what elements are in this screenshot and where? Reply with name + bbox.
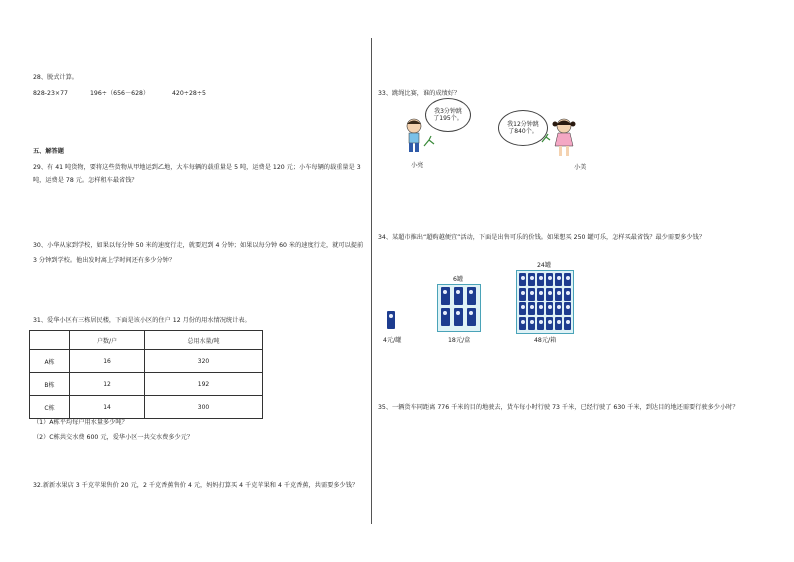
table-cell: 320 — [145, 350, 263, 373]
price-per-case: 48元/箱 — [534, 337, 557, 344]
box24-label: 24罐 — [537, 262, 552, 269]
q28-item-2: 196÷（656－628） — [90, 90, 150, 97]
price-per-box: 18元/盒 — [448, 337, 471, 344]
q31-sub2: （2）C栋共交水费 600 元，爱华小区一共交水费多少元？ — [33, 434, 194, 441]
cola-can-icon — [528, 288, 535, 301]
cola-can-icon — [454, 287, 463, 305]
cola-can-icon — [564, 273, 571, 286]
table-cell: 16 — [69, 350, 144, 373]
cola-can-icon — [546, 273, 553, 286]
q34-text: 34、某超市推出“超购越便宜”活动，下面是出售可乐的价钱。如果想买 250 罐可乐，怎样买最省钱？最少需要多少钱？ — [378, 234, 706, 241]
q28-title: 28、脱式计算。 — [33, 74, 78, 81]
boy-name: 小亮 — [411, 162, 424, 169]
q31-title: 31、爱华小区有三栋居民楼，下面是该小区的住户 12 月份的用水情况统计表。 — [33, 317, 251, 324]
cola-can-icon — [555, 302, 562, 315]
cola-can-icon — [564, 302, 571, 315]
cola-can-icon — [519, 302, 526, 315]
bubble-text: 我3分钟跳了195个。 — [433, 108, 463, 122]
table-cell: 14 — [69, 396, 144, 419]
cola-can-icon — [537, 302, 544, 315]
cola-can-icon — [519, 273, 526, 286]
price-per-can: 4元/罐 — [383, 337, 402, 344]
jump-rope-icon — [423, 132, 435, 144]
speech-bubble-boy — [425, 98, 471, 132]
box6-label: 6罐 — [453, 276, 464, 283]
cola-can-icon — [546, 302, 553, 315]
girl-illustration — [550, 118, 578, 158]
q30-text: 30、小华从家到学校，如果以每分钟 50 米的速度行走，就要迟到 4 分钟；如果以每分钟 60 米的速度行走，就可以提前 3 分钟到学校。他出发时离上学时间还有多少分钟？ — [33, 242, 364, 264]
cola-can-icon — [528, 317, 535, 330]
cola-can-icon — [546, 317, 553, 330]
table-cell: 300 — [145, 396, 263, 419]
water-usage-table — [29, 330, 263, 419]
table-header-cell: 总用水量/吨 — [145, 331, 263, 350]
table-header-cell: 户数/户 — [69, 331, 144, 350]
table-row — [30, 350, 263, 373]
cola-can-icon — [537, 317, 544, 330]
cola-can-icon — [528, 302, 535, 315]
cola-can-icon — [467, 287, 476, 305]
cola-can-icon — [564, 317, 571, 330]
table-cell: 192 — [145, 373, 263, 396]
cola-can-icon — [537, 273, 544, 286]
table-row — [30, 373, 263, 396]
q31-sub1: （1）A栋平均每户用水量多少吨？ — [33, 419, 128, 426]
cola-can-icon — [537, 288, 544, 301]
table-cell: C栋 — [30, 396, 70, 419]
table-cell: 12 — [69, 373, 144, 396]
cola-can-icon — [441, 308, 450, 326]
section-heading: 五、解答题 — [33, 148, 64, 155]
cola-can-icon — [519, 288, 526, 301]
cola-can-icon — [519, 317, 526, 330]
cola-can-icon — [441, 287, 450, 305]
table-cell: B栋 — [30, 373, 70, 396]
cola-can-icon — [467, 308, 476, 326]
cola-can-icon — [555, 317, 562, 330]
cola-can-icon — [555, 288, 562, 301]
jump-rope-icon — [541, 128, 551, 138]
table-cell: A栋 — [30, 350, 70, 373]
bubble-text: 我12分钟跳了840个。 — [507, 121, 539, 135]
q32-text: 32.新新水果店 3 千克苹果售价 20 元，2 千克香蕉售价 4 元，妈妈打算买 4 千克苹果和 4 千克香蕉，共需要多少钱？ — [33, 482, 359, 489]
table-header-cell — [30, 331, 70, 350]
cola-can-icon — [528, 273, 535, 286]
cola-can-icon — [555, 273, 562, 286]
column-divider — [371, 38, 372, 524]
q28-item-3: 420÷28÷5 — [172, 90, 206, 97]
table-row — [30, 396, 263, 419]
q28-item-1: 828-23×77 — [33, 90, 68, 97]
cola-can-icon — [454, 308, 463, 326]
table-header-row — [30, 331, 263, 350]
q35-text: 35、一辆货车同距离 776 千米的目的地驶去，货车每小时行驶 73 千米，已经行驶了 630 千米，到达目的地还需要行驶多少小时？ — [378, 404, 739, 411]
cola-can-icon — [387, 311, 395, 329]
girl-name: 小美 — [574, 164, 587, 171]
cola-can-icon — [564, 288, 571, 301]
cola-can-icon — [546, 288, 553, 301]
q29-text: 29、有 41 吨货物，要将这些货物从甲地运到乙地，大车每辆的载重量是 5 吨，运费是 120 元；小车每辆的载重量是 3 吨，运费是 78 元。怎样租车最省钱？ — [33, 164, 361, 184]
q33-title: 33、跳绳比赛，谁的成绩好？ — [378, 90, 461, 97]
